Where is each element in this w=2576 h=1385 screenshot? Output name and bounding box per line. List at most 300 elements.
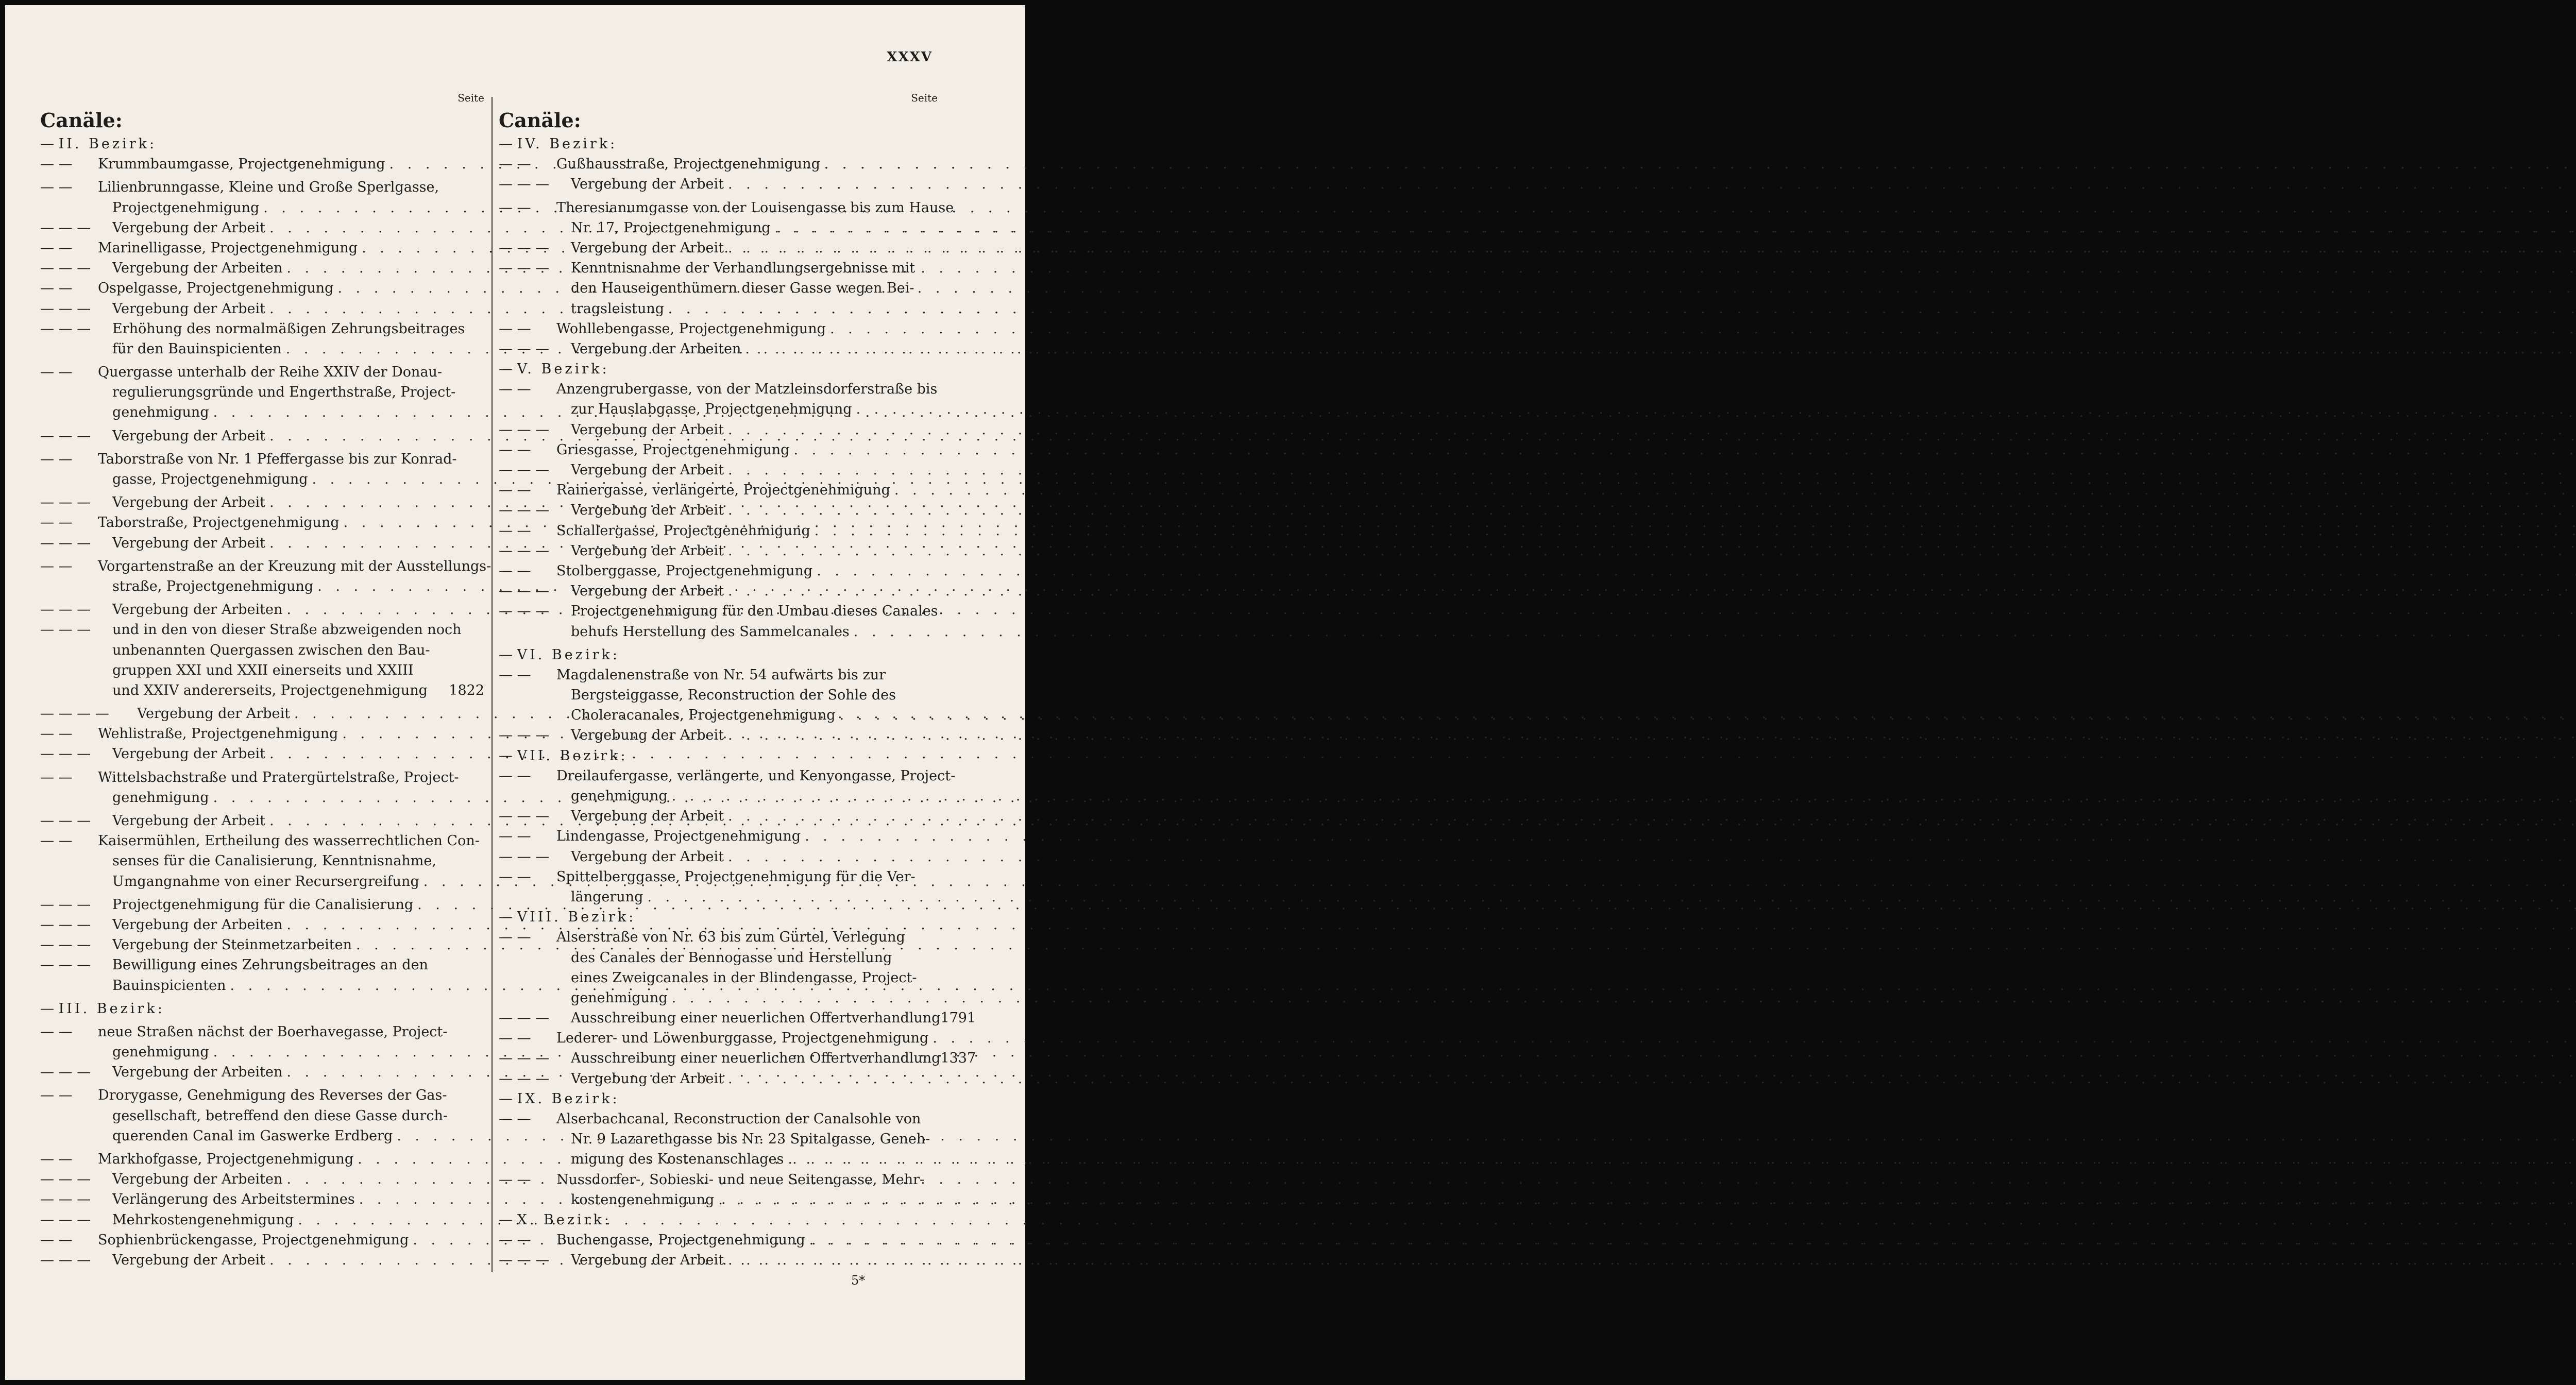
- entry-text: Marinelligasse, Projectgenehmigung: [98, 240, 358, 256]
- index-entry: [40, 1250, 484, 1270]
- entry-text: Gußhausstraße, Projectgenehmigung: [556, 156, 820, 173]
- dot-leader: [728, 1250, 2576, 1270]
- entry-text: und in den von dieser Straße abzweigenden noch: [112, 622, 462, 638]
- entry-text: genehmigung: [571, 989, 668, 1006]
- entry-text: regulierungsgründe und Engerthstraße, Project-: [112, 384, 456, 401]
- entry-dash: — —: [499, 562, 536, 579]
- entry-text: Vergebung der Arbeit: [571, 1070, 724, 1087]
- column-divider: [492, 97, 493, 1272]
- entry-text: Drorygasse, Genehmigung des Reverses der Gas-: [98, 1087, 447, 1104]
- index-entry: [499, 1129, 938, 1149]
- index-entry: [40, 1085, 484, 1105]
- index-entry: [40, 1169, 484, 1189]
- index-entry: [40, 319, 484, 339]
- district-label: VII. Bezirk:: [517, 747, 628, 764]
- entry-text: genehmigung: [112, 404, 209, 421]
- entry-text: Alserbachcanal, Reconstruction der Canalsohle von: [556, 1111, 921, 1127]
- dot-leader: [817, 561, 2576, 581]
- entry-dash: — — —: [499, 1050, 554, 1067]
- index-entry: [499, 786, 938, 806]
- index-entry: [499, 379, 938, 399]
- index-entry: [40, 198, 484, 218]
- entry-dash: — —: [499, 381, 536, 398]
- entry-dash: —: [499, 136, 517, 152]
- dot-leader: [728, 238, 2576, 258]
- entry-text: Anzengrubergasse, von der Matzleinsdorferstraße bis: [556, 381, 938, 398]
- index-entry: [499, 685, 938, 705]
- entry-text: behufs Herstellung des Sammelcanales: [571, 623, 850, 640]
- entry-dash: — —: [499, 522, 536, 539]
- index-entry: [40, 831, 484, 851]
- entry-text: Vergebung der Arbeit: [112, 535, 265, 551]
- index-entry: [40, 512, 484, 533]
- entry-text: eines Zweigcanales in der Blindengasse, Project-: [571, 969, 917, 986]
- entry-dash: — —: [499, 1232, 536, 1249]
- dot-leader: [728, 174, 2576, 194]
- page-reference: 1791: [940, 1010, 976, 1027]
- index-entry: [499, 339, 938, 359]
- entry-dash: — — —: [499, 603, 554, 620]
- entry-text: Nussdorfer-, Sobieski- und neue Seitengasse, Mehr-: [556, 1171, 925, 1188]
- entry-text: Schallergasse, Projectgenehmigung: [556, 522, 810, 539]
- index-entry: [40, 1042, 484, 1062]
- entry-text: Stolberggasse, Projectgenehmigung: [556, 562, 813, 579]
- index-entry: [40, 955, 484, 975]
- dot-leader: [824, 154, 2576, 174]
- entry-dash: — —: [40, 1151, 77, 1167]
- index-entry: [499, 867, 938, 887]
- entry-dash: —: [499, 747, 517, 764]
- entry-text: Vergebung der Arbeit: [571, 583, 724, 600]
- index-entry: [499, 460, 938, 480]
- entry-text: Vergebung der Arbeit: [571, 727, 724, 744]
- index-entry: [40, 469, 484, 489]
- index-entry: [40, 1022, 484, 1042]
- index-entry: [40, 1149, 484, 1169]
- dot-leader: [775, 218, 2576, 238]
- entry-text: Buchengasse, Projectgenehmigung: [556, 1232, 805, 1249]
- entry-text: für den Bauinspicienten: [112, 340, 282, 357]
- index-entry: [499, 258, 938, 278]
- entry-text: Magdalenenstraße von Nr. 54 aufwärts bis zur: [556, 666, 886, 683]
- entry-text: Choleracanales, Projectgenehmigung: [571, 707, 836, 724]
- index-page: [5, 5, 1025, 1380]
- index-entry: [499, 847, 938, 867]
- entry-text: Griesgasse, Projectgenehmigung: [556, 441, 790, 458]
- entry-text: Vorgartenstraße an der Kreuzung mit der Ausstellungs-: [98, 558, 492, 574]
- index-entry: [40, 1210, 484, 1230]
- index-entry: [499, 500, 938, 520]
- entry-text: neue Straßen nächst der Boerhavegasse, Project-: [98, 1023, 448, 1040]
- index-entry: [499, 420, 938, 440]
- index-entry: [40, 382, 484, 402]
- right-column: [499, 92, 976, 1271]
- index-entry: [499, 561, 938, 581]
- index-entry: [40, 976, 484, 996]
- entry-text: Ausschreibung einer neuerlichen Offertverhandlung: [571, 1010, 941, 1027]
- entry-text: Vergebung der Arbeit: [571, 848, 724, 865]
- dot-leader: [728, 806, 2576, 826]
- entry-text: Vergebung der Arbeit: [112, 1252, 265, 1268]
- entry-text: Lilienbrunngasse, Kleine und Große Sperlgasse,: [98, 179, 439, 196]
- dot-leader: [854, 622, 2576, 642]
- entry-text: Vergebung der Arbeiten: [571, 340, 741, 357]
- category-heading-right: Canäle:: [499, 109, 581, 132]
- index-entry: [499, 541, 938, 561]
- entry-text: Nr. 9 Lazarethgasse bis Nr. 23 Spitalgasse, Geneh-: [571, 1131, 930, 1148]
- index-entry: [499, 581, 938, 601]
- index-entry: [499, 725, 938, 745]
- entry-dash: — — —: [40, 1252, 95, 1268]
- entry-text: Lindengasse, Projectgenehmigung: [556, 828, 801, 845]
- index-entry: [40, 620, 484, 640]
- entry-text: Bergsteiggasse, Reconstruction der Sohle des: [571, 687, 896, 704]
- index-entry: [499, 440, 938, 460]
- entry-text: Vergebung der Arbeit: [571, 176, 724, 193]
- entry-text: Wehlistraße, Projectgenehmigung: [98, 726, 338, 742]
- index-entry: [499, 887, 938, 907]
- entry-text: längerung: [571, 888, 643, 905]
- entry-text: Vergebung der Arbeit: [571, 240, 724, 256]
- index-entry: [499, 278, 938, 298]
- entry-dash: —: [499, 909, 517, 926]
- entry-text: Vergebung der Arbeit: [112, 494, 265, 511]
- entry-dash: — — —: [499, 583, 554, 600]
- entry-dash: — — —: [499, 462, 554, 478]
- entry-dash: — — —: [40, 1191, 95, 1208]
- index-entry: [499, 705, 938, 725]
- dot-leader: [668, 299, 2576, 319]
- dot-leader: [728, 725, 2576, 745]
- district-heading: [499, 134, 938, 154]
- index-entry: [40, 851, 484, 871]
- entry-text: Kaisermühlen, Ertheilung des wasserrechtlichen Con-: [98, 833, 480, 849]
- district-label: IX. Bezirk:: [517, 1090, 620, 1107]
- index-entry: [499, 480, 938, 500]
- index-entry: [499, 1109, 938, 1129]
- entry-dash: — — —: [499, 808, 554, 825]
- index-entry: [40, 744, 484, 764]
- entry-dash: — — —: [40, 916, 95, 933]
- entry-dash: — — —: [499, 1070, 554, 1087]
- entry-list-right: [499, 134, 976, 1271]
- page-reference: 1822: [449, 682, 484, 698]
- entry-text: Vergebung der Arbeit: [137, 706, 290, 722]
- index-entry: [40, 895, 484, 915]
- category-heading-left: Canäle:: [40, 109, 123, 132]
- index-entry: [499, 988, 938, 1008]
- entry-dash: — —: [40, 1232, 77, 1248]
- entry-dash: — — —: [40, 300, 95, 317]
- district-label: II. Bezirk:: [58, 136, 157, 152]
- district-heading: [40, 134, 484, 154]
- index-entry: [40, 1230, 484, 1250]
- index-entry: [40, 1126, 484, 1146]
- left-column: [40, 92, 492, 1270]
- index-entry: [499, 218, 938, 238]
- entry-text: migung des Kostenanschlages: [571, 1151, 784, 1168]
- index-entry: [40, 154, 484, 174]
- entry-text: Vergebung der Arbeit: [571, 462, 724, 478]
- index-entry: [40, 556, 492, 576]
- entry-text: Vergebung der Arbeit: [571, 1252, 724, 1269]
- index-entry: [40, 533, 484, 553]
- entry-dash: — — —: [499, 727, 554, 744]
- entry-dash: — —: [40, 833, 77, 849]
- entry-dash: — —: [499, 482, 536, 499]
- dot-leader: [745, 339, 2576, 359]
- entry-text: Bewilligung eines Zehrungsbeitrages an den: [112, 957, 428, 973]
- index-entry: [40, 218, 484, 238]
- dot-leader: [840, 705, 2576, 725]
- seite-label-right: Seite: [911, 92, 938, 104]
- index-entry: [499, 1028, 938, 1048]
- entry-dash: — —: [40, 1087, 77, 1104]
- dot-leader: [728, 500, 2576, 520]
- entry-text: Markhofgasse, Projectgenehmigung: [98, 1151, 354, 1167]
- index-entry: [499, 806, 938, 826]
- index-entry: [40, 362, 484, 382]
- index-entry: [499, 154, 938, 174]
- entry-dash: — —: [499, 441, 536, 458]
- index-entry: [40, 724, 484, 744]
- index-entry: [40, 935, 484, 955]
- entry-text: Vergebung der Arbeiten: [112, 916, 283, 933]
- entry-dash: —: [499, 361, 517, 378]
- entry-dash: — — —: [40, 320, 95, 337]
- entry-text: gasse, Projectgenehmigung: [112, 471, 308, 487]
- entry-text: Verlängerung des Arbeitstermines: [112, 1191, 355, 1208]
- index-entry: [40, 660, 484, 680]
- index-entry: [499, 299, 938, 319]
- entry-dash: — — —: [40, 428, 95, 444]
- entry-text: genehmigung: [112, 789, 209, 806]
- entry-text: gesellschaft, betreffend den diese Gasse durch-: [112, 1107, 448, 1124]
- index-entry: [40, 788, 484, 808]
- index-entry: [40, 299, 484, 319]
- index-entry: [499, 1250, 938, 1270]
- entry-text: Vergebung der Arbeit: [112, 428, 265, 444]
- entry-dash: — —: [40, 364, 77, 381]
- index-entry: [499, 1008, 976, 1028]
- index-entry: [40, 767, 484, 788]
- dot-leader: [647, 887, 2576, 907]
- index-entry: [499, 601, 938, 621]
- district-label: III. Bezirk:: [58, 1000, 165, 1017]
- entry-dash: —: [40, 1000, 59, 1017]
- entry-text: den Hauseigenthümern dieser Gasse wegen Bei-: [571, 280, 914, 297]
- index-entry: [499, 238, 938, 258]
- entry-text: Ospelgasse, Projectgenehmigung: [98, 280, 334, 297]
- dot-leader: [728, 581, 2576, 601]
- entry-text: straße, Projectgenehmigung: [112, 578, 314, 594]
- entry-text: Erhöhung des normalmäßigen Zehrungsbeitrages: [112, 320, 465, 337]
- entry-text: genehmigung: [112, 1044, 209, 1061]
- index-entry: [40, 640, 484, 660]
- entry-text: Vergebung der Arbeit: [571, 502, 724, 519]
- index-entry: [499, 826, 938, 846]
- entry-dash: — — —: [499, 1252, 554, 1269]
- entry-dash: — —: [499, 828, 536, 845]
- entry-dash: — —: [40, 179, 77, 196]
- index-entry: [40, 177, 484, 197]
- entry-dash: — — —: [499, 421, 554, 438]
- entry-list-left: [40, 134, 492, 1270]
- entry-dash: —: [499, 646, 517, 663]
- district-heading: [499, 746, 938, 766]
- index-entry: [499, 766, 956, 786]
- entry-dash: — — —: [40, 1064, 95, 1081]
- entry-text: Vergebung der Arbeit: [112, 300, 265, 317]
- dot-leader: [805, 826, 2576, 846]
- entry-dash: — — —: [40, 494, 95, 511]
- footer-signature-mark: 5*: [851, 1273, 866, 1288]
- index-entry: [40, 600, 484, 620]
- district-heading: [499, 359, 938, 379]
- entry-dash: — —: [499, 767, 536, 784]
- entry-text: Vergebung der Arbeit: [571, 421, 724, 438]
- entry-text: kostengenehmigung: [571, 1191, 715, 1208]
- district-label: VIII. Bezirk:: [517, 909, 636, 926]
- entry-dash: — —: [40, 726, 77, 742]
- entry-dash: — —: [499, 1171, 536, 1188]
- entry-dash: — — —: [40, 219, 95, 236]
- index-entry: [499, 1149, 938, 1169]
- index-entry: [40, 1106, 484, 1126]
- entry-text: Vergebung der Arbeit: [571, 808, 724, 825]
- index-entry: [499, 399, 938, 419]
- entry-text: Vergebung der Arbeiten: [112, 1064, 283, 1081]
- index-entry: [40, 871, 484, 892]
- entry-dash: — — —: [40, 1171, 95, 1188]
- entry-text: Kenntnisnahme der Verhandlungsergebnisse mit: [571, 260, 916, 277]
- district-label: IV. Bezirk:: [517, 136, 618, 152]
- entry-dash: — —: [499, 1030, 536, 1047]
- entry-dash: — — —: [499, 240, 554, 256]
- entry-text: des Canales der Bennogasse und Herstellung: [571, 949, 892, 966]
- entry-dash: — — —: [499, 1010, 554, 1027]
- dot-leader: [830, 319, 2576, 339]
- district-heading: [499, 1089, 938, 1109]
- entry-text: Dreilaufergasse, verlängerte, und Kenyongasse, Project-: [556, 767, 956, 784]
- district-label: V. Bezirk:: [517, 361, 609, 378]
- page-number: XXXV: [887, 49, 933, 65]
- index-entry: [499, 1048, 976, 1068]
- index-entry: [499, 174, 938, 194]
- entry-text: genehmigung: [571, 788, 668, 804]
- index-entry: [40, 1062, 484, 1082]
- entry-dash: — —: [40, 280, 77, 297]
- entry-text: und XXIV andererseits, Projectgenehmigung: [112, 682, 428, 698]
- entry-dash: — —: [40, 558, 77, 574]
- index-entry: [499, 1170, 938, 1190]
- dot-leader: [894, 480, 2576, 500]
- district-label: VI. Bezirk:: [517, 646, 620, 663]
- entry-dash: — — —: [40, 896, 95, 913]
- index-entry: [499, 948, 938, 968]
- entry-dash: — — —: [499, 260, 554, 277]
- dot-leader: [728, 541, 2576, 561]
- dot-leader: [728, 847, 2576, 867]
- entry-text: zur Hauslabgasse, Projectgenehmigung: [571, 401, 852, 418]
- district-heading: [499, 907, 938, 927]
- dot-leader: [856, 399, 2576, 419]
- entry-text: unbenannten Quergassen zwischen den Bau-: [112, 642, 430, 658]
- index-entry: [40, 915, 484, 935]
- dot-leader: [793, 440, 2576, 460]
- entry-text: querenden Canal im Gaswerke Erdberg: [112, 1127, 393, 1144]
- entry-dash: — — —: [499, 340, 554, 357]
- entry-dash: — —: [40, 515, 77, 531]
- entry-dash: — —: [499, 199, 536, 216]
- entry-text: Theresianumgasse von der Louisengasse bis zum Hause: [556, 199, 954, 216]
- entry-dash: — —: [40, 451, 77, 467]
- entry-dash: — —: [499, 666, 536, 683]
- index-entry: [40, 278, 484, 298]
- entry-text: Sophienbrückengasse, Projectgenehmigung: [98, 1232, 409, 1248]
- entry-dash: — —: [499, 156, 536, 173]
- entry-text: Wohllebengasse, Projectgenehmigung: [556, 320, 826, 337]
- entry-dash: — —: [499, 868, 536, 885]
- entry-text: Vergebung der Arbeit: [571, 542, 724, 559]
- entry-dash: — — —: [40, 535, 95, 551]
- index-entry: [40, 492, 484, 512]
- entry-text: Vergebung der Arbeit: [112, 219, 265, 236]
- entry-dash: — — —: [40, 602, 95, 618]
- index-entry: [499, 622, 938, 642]
- entry-dash: —: [499, 1211, 517, 1228]
- entry-text: Projectgenehmigung für die Canalisierung: [112, 896, 414, 913]
- entry-dash: — —: [499, 929, 536, 946]
- dot-leader: [672, 786, 2576, 806]
- index-entry: [499, 319, 938, 339]
- index-entry: [40, 1189, 484, 1209]
- district-label: X. Bezirk:: [517, 1211, 612, 1228]
- dot-leader: [718, 1190, 2576, 1210]
- district-heading: [40, 999, 484, 1019]
- entry-text: Vergebung der Arbeit: [112, 813, 265, 829]
- entry-text: Spittelberggasse, Projectgenehmigung für die Ver-: [556, 868, 916, 885]
- entry-text: Alserstraße von Nr. 63 bis zum Gürtel, Verlegung: [556, 929, 905, 946]
- index-entry: [499, 1069, 938, 1089]
- entry-dash: — — —: [40, 260, 95, 277]
- entry-dash: — —: [40, 240, 77, 256]
- dot-leader: [728, 460, 2576, 480]
- dot-leader: [672, 988, 2576, 1008]
- entry-text: Projectgenehmigung: [112, 199, 260, 216]
- entry-text: Vergebung der Arbeit: [112, 746, 265, 762]
- entry-text: Nr. 17, Projectgenehmigung: [571, 219, 771, 236]
- entry-text: Bauinspicienten: [112, 977, 226, 994]
- entry-text: Vergebung der Arbeiten: [112, 1171, 283, 1188]
- index-entry: [40, 704, 484, 724]
- entry-text: Taborstraße von Nr. 1 Pfeffergasse bis zur Konrad-: [98, 451, 457, 467]
- entry-text: Krummbaumgasse, Projectgenehmigung: [98, 156, 385, 173]
- index-entry: [40, 238, 484, 258]
- index-entry: [499, 927, 938, 947]
- index-entry: [499, 968, 938, 988]
- entry-dash: — —: [499, 320, 536, 337]
- index-entry: [40, 258, 484, 278]
- page-reference: 1337: [940, 1050, 976, 1067]
- entry-dash: — —: [40, 1023, 77, 1040]
- entry-text: Lederer- und Löwenburggasse, Projectgenehmigung: [556, 1030, 929, 1047]
- entry-dash: —: [499, 1090, 517, 1107]
- entry-dash: — — —: [40, 957, 95, 973]
- entry-text: Taborstraße, Projectgenehmigung: [98, 515, 340, 531]
- entry-text: Umgangnahme von einer Recursergreifung: [112, 873, 419, 890]
- entry-dash: — — —: [40, 813, 95, 829]
